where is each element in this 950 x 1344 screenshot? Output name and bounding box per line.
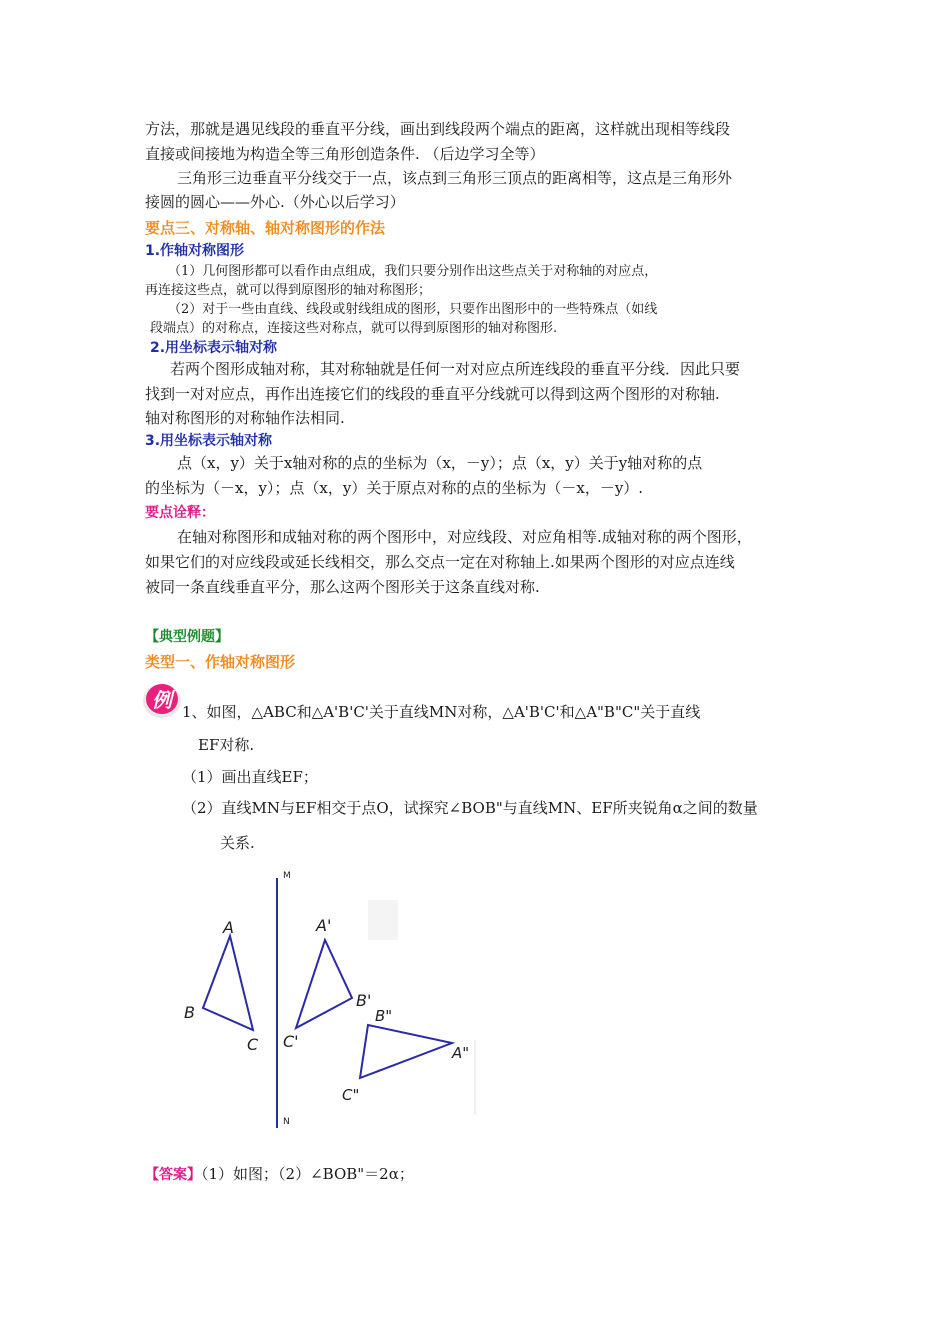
- faint-mark: [368, 900, 398, 940]
- para1-line2: 直接或间接地为构造全等三角形创造条件. （后边学习全等）: [145, 145, 545, 163]
- triangle-a1b1c1: [296, 940, 352, 1028]
- label-c1: C': [283, 1032, 299, 1051]
- examples-title: 【典型例题】: [145, 629, 229, 645]
- example1-part1: （1）画出直线EF；: [182, 768, 318, 786]
- key3-section2-line2: 找到一对对应点，再作出连接它们的线段的垂直平分线就可以得到这两个图形的对称轴.: [145, 385, 720, 403]
- key-note-title: 要点诠释：: [145, 505, 215, 521]
- key3-section2-title: 2.用坐标表示轴对称: [150, 340, 278, 356]
- label-c2: C": [342, 1086, 360, 1104]
- key-note-line1: 在轴对称图形和成轴对称的两个图形中，对应线段、对应角相等.成轴对称的两个图形，: [177, 528, 752, 546]
- label-b2: B": [375, 1007, 393, 1025]
- label-n: N: [283, 1117, 290, 1127]
- para1-line1: 方法，那就是遇见线段的垂直平分线，画出到线段两个端点的距离，这样就出现相等线段: [145, 120, 731, 138]
- key3-section1-line3: （2）对于一些由直线、线段或射线组成的图形，只要作出图形中的一些特殊点（如线: [168, 302, 658, 317]
- key3-section2-line1: 若两个图形成轴对称，其对称轴就是任何一对对应点所连线段的垂直平分线．因此只要: [170, 360, 741, 378]
- label-b1: B': [356, 991, 372, 1010]
- answer-text: （1）如图；（2）∠BOB"＝2α；: [201, 1165, 414, 1183]
- symmetry-figure: [170, 860, 490, 1135]
- label-m: M: [283, 871, 291, 881]
- example-badge-label: 例: [152, 688, 172, 712]
- key3-section3-title: 3.用坐标表示轴对称: [145, 433, 273, 449]
- key3-section1-title: 1.作轴对称图形: [145, 243, 245, 259]
- example-badge-icon: [141, 680, 183, 722]
- label-a1: A': [316, 916, 332, 935]
- triangle-a2b2c2: [360, 1025, 452, 1078]
- key-note-line3: 被同一条直线垂直平分，那么这两个图形关于这条直线对称.: [145, 578, 540, 596]
- example-type1-title: 类型一、作轴对称图形: [145, 653, 296, 671]
- key3-section1-line1: （1）几何图形都可以看作由点组成，我们只要分别作出这些点关于对称轴的对应点，: [168, 264, 658, 279]
- key3-section2-line3: 轴对称图形的对称轴作法相同.: [145, 409, 345, 427]
- para2-line2: 接圆的圆心——外心.（外心以后学习）: [145, 193, 405, 211]
- key-note-line2: 如果它们的对应线段或延长线相交，那么交点一定在对称轴上.如果两个图形的对应点连线: [145, 553, 735, 571]
- answer-line: [145, 1163, 414, 1186]
- example1-question-line2: EF对称.: [198, 736, 255, 754]
- key3-section3-line1: 点（x，y）关于x轴对称的点的坐标为（x，－y）；点（x，y）关于y轴对称的点: [177, 454, 703, 472]
- label-a2: A": [452, 1044, 470, 1062]
- label-b: B: [184, 1003, 195, 1022]
- key3-section1-line2: 再连接这些点，就可以得到原图形的轴对称图形；: [145, 283, 432, 298]
- example1-part2: （2）直线MN与EF相交于点O，试探究∠BOB"与直线MN、EF所夹锐角α之间的数量: [182, 799, 758, 817]
- answer-label: 【答案】: [145, 1167, 201, 1183]
- key3-title: 要点三、对称轴、轴对称图形的作法: [145, 219, 386, 237]
- label-a: A: [223, 918, 234, 937]
- example1-part2-cont: 关系.: [220, 834, 255, 852]
- label-c: C: [247, 1035, 259, 1054]
- example1-question-line1: 1、如图，△ABC和△A'B'C'关于直线MN对称，△A'B'C'和△A"B"C"关于直线: [182, 703, 701, 721]
- key3-section1-line4: 段端点）的对称点，连接这些对称点，就可以得到原图形的轴对称图形.: [150, 321, 558, 336]
- triangle-abc: [203, 936, 253, 1030]
- para2-line1: 三角形三边垂直平分线交于一点，该点到三角形三顶点的距离相等，这点是三角形外: [177, 169, 733, 187]
- key3-section3-line2: 的坐标为（－x，y）；点（x，y）关于原点对称的点的坐标为（－x，－y）.: [145, 479, 644, 497]
